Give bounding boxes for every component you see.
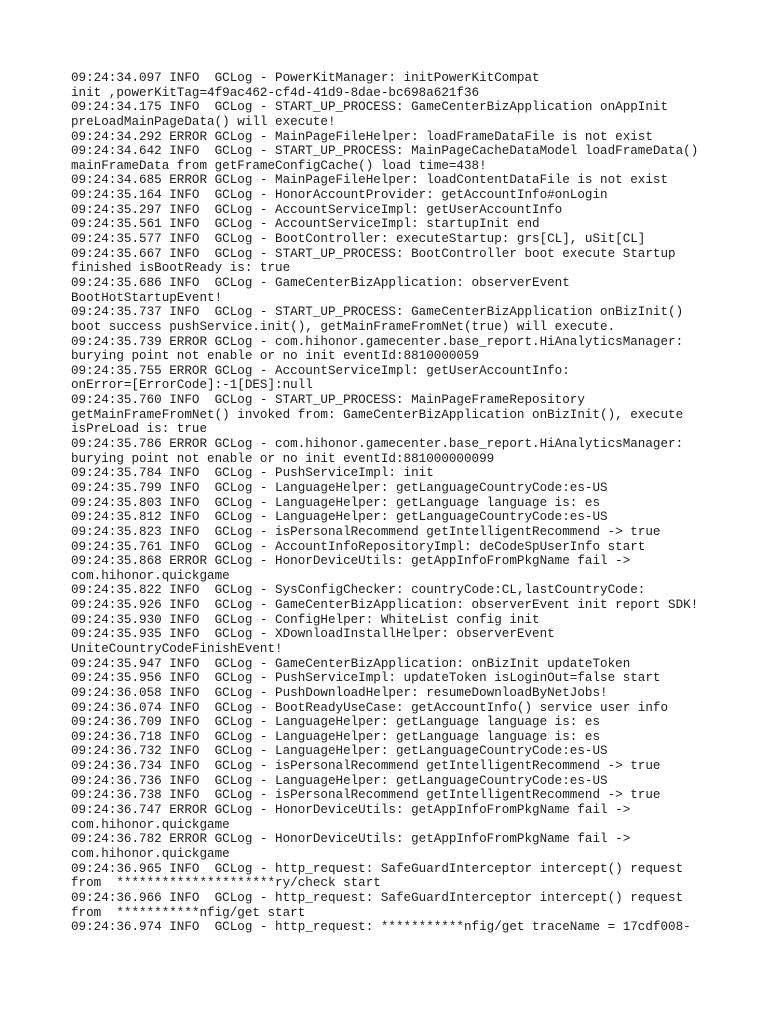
log-line: 09:24:35.947 INFO GCLog - GameCenterBizApplication: onBizInit updateToken <box>71 656 631 671</box>
log-line: 09:24:35.561 INFO GCLog - AccountServiceImpl: startupInit end <box>71 217 540 232</box>
log-line: 09:24:36.738 INFO GCLog - isPersonalRecommend getIntelligentRecommend -> true <box>71 788 661 803</box>
log-line: com.hihonor.quickgame <box>71 817 230 832</box>
log-line: 09:24:35.786 ERROR GCLog - com.hihonor.gamecenter.base_report.HiAnalyticsManager: <box>71 437 684 452</box>
log-line: boot success pushService.init(), getMainFrameFromNet(true) will execute. <box>71 319 616 334</box>
log-line: 09:24:35.799 INFO GCLog - LanguageHelper: getLanguageCountryCode:es-US <box>71 480 608 495</box>
log-line: 09:24:36.747 ERROR GCLog - HonorDeviceUtils: getAppInfoFromPkgName fail -> <box>71 803 631 818</box>
log-line: 09:24:35.784 INFO GCLog - PushServiceImpl: init <box>71 466 434 481</box>
log-line: 09:24:35.297 INFO GCLog - AccountServiceImpl: getUserAccountInfo <box>71 202 563 217</box>
log-line: 09:24:35.935 INFO GCLog - XDownloadInstallHelper: observerEvent <box>71 627 555 642</box>
log-line: 09:24:36.966 INFO GCLog - http_request: SafeGuardInterceptor intercept() request <box>71 890 684 905</box>
log-line: 09:24:35.803 INFO GCLog - LanguageHelper: getLanguage language is: es <box>71 495 601 510</box>
log-line: 09:24:35.823 INFO GCLog - isPersonalRecommend getIntelligentRecommend -> true <box>71 524 661 539</box>
log-line: 09:24:35.822 INFO GCLog - SysConfigChecker: countryCode:CL,lastCountryCode: <box>71 583 646 598</box>
log-line: 09:24:36.965 INFO GCLog - http_request: SafeGuardInterceptor intercept() request <box>71 861 684 876</box>
log-line: 09:24:36.058 INFO GCLog - PushDownloadHelper: resumeDownloadByNetJobs! <box>71 685 608 700</box>
log-line: init ,powerKitTag=4f9ac462-cf4d-41d9-8dae-bc698a621f36 <box>71 85 480 100</box>
log-line: 09:24:36.736 INFO GCLog - LanguageHelper: getLanguageCountryCode:es-US <box>71 773 608 788</box>
log-line: com.hihonor.quickgame <box>71 846 230 861</box>
log-line: 09:24:36.732 INFO GCLog - LanguageHelper: getLanguageCountryCode:es-US <box>71 744 608 759</box>
log-line: preLoadMainPageData() will execute! <box>71 114 336 129</box>
log-line: com.hihonor.quickgame <box>71 568 230 583</box>
log-line: 09:24:34.292 ERROR GCLog - MainPageFileHelper: loadFrameDataFile is not exist <box>71 129 653 144</box>
log-line: 09:24:35.761 INFO GCLog - AccountInfoRepositoryImpl: deCodeSpUserInfo start <box>71 539 646 554</box>
log-line: 09:24:35.737 INFO GCLog - START_UP_PROCESS: GameCenterBizApplication onBizInit() <box>71 305 684 320</box>
log-line: 09:24:35.868 ERROR GCLog - HonorDeviceUtils: getAppInfoFromPkgName fail -> <box>71 554 631 569</box>
log-line: 09:24:35.930 INFO GCLog - ConfigHelper: WhiteList config init <box>71 612 540 627</box>
log-line: 09:24:35.956 INFO GCLog - PushServiceImpl: updateToken isLoginOut=false start <box>71 671 661 686</box>
log-line: getMainFrameFromNet() invoked from: GameCenterBizApplication onBizInit(), execute <box>71 407 684 422</box>
log-line: 09:24:36.074 INFO GCLog - BootReadyUseCase: getAccountInfo() service user info <box>71 700 669 715</box>
log-line: BootHotStartupEvent! <box>71 290 223 305</box>
log-line: from *********************ry/check start <box>71 876 381 891</box>
log-line: isPreLoad is: true <box>71 422 208 437</box>
log-line: 09:24:35.812 INFO GCLog - LanguageHelper: getLanguageCountryCode:es-US <box>71 510 608 525</box>
log-line: 09:24:36.782 ERROR GCLog - HonorDeviceUtils: getAppInfoFromPkgName fail -> <box>71 832 631 847</box>
log-line: onError=[ErrorCode]:-1[DES]:null <box>71 378 313 393</box>
log-line: UniteCountryCodeFinishEvent! <box>71 641 283 656</box>
log-line: mainFrameData from getFrameConfigCache() load time=438! <box>71 158 487 173</box>
log-line: 09:24:35.739 ERROR GCLog - com.hihonor.gamecenter.base_report.HiAnalyticsManager: <box>71 334 684 349</box>
log-line: 09:24:35.164 INFO GCLog - HonorAccountProvider: getAccountInfo#onLogin <box>71 188 608 203</box>
log-line: 09:24:36.709 INFO GCLog - LanguageHelper: getLanguage language is: es <box>71 715 601 730</box>
log-line: burying point not enable or no init eventId:881000000099 <box>71 451 495 466</box>
log-line: 09:24:36.718 INFO GCLog - LanguageHelper: getLanguage language is: es <box>71 729 601 744</box>
log-text-block <box>71 71 711 935</box>
log-line: 09:24:35.926 INFO GCLog - GameCenterBizApplication: observerEvent init report SDK! <box>71 598 699 613</box>
log-line: 09:24:34.642 INFO GCLog - START_UP_PROCESS: MainPageCacheDataModel loadFrameData() <box>71 144 699 159</box>
log-line: 09:24:34.097 INFO GCLog - PowerKitManager: initPowerKitCompat <box>71 71 540 85</box>
log-line: 09:24:34.685 ERROR GCLog - MainPageFileHelper: loadContentDataFile is not exist <box>71 173 669 188</box>
log-line: 09:24:35.760 INFO GCLog - START_UP_PROCESS: MainPageFrameRepository <box>71 393 585 408</box>
log-line: burying point not enable or no init eventId:8810000059 <box>71 349 480 364</box>
log-line: 09:24:35.755 ERROR GCLog - AccountServiceImpl: getUserAccountInfo: <box>71 363 570 378</box>
log-line: 09:24:34.175 INFO GCLog - START_UP_PROCESS: GameCenterBizApplication onAppInit <box>71 100 669 115</box>
log-line: from ***********nfig/get start <box>71 905 306 920</box>
log-line: 09:24:35.667 INFO GCLog - START_UP_PROCESS: BootController boot execute Startup <box>71 246 676 261</box>
log-line: 09:24:36.734 INFO GCLog - isPersonalRecommend getIntelligentRecommend -> true <box>71 759 661 774</box>
log-line: finished isBootReady is: true <box>71 261 291 276</box>
log-line: 09:24:36.974 INFO GCLog - http_request: ***********nfig/get traceName = 17cdf008- <box>71 920 691 935</box>
log-line: 09:24:35.686 INFO GCLog - GameCenterBizApplication: observerEvent <box>71 275 570 290</box>
log-line: 09:24:35.577 INFO GCLog - BootController: executeStartup: grs[CL], uSit[CL] <box>71 232 646 247</box>
